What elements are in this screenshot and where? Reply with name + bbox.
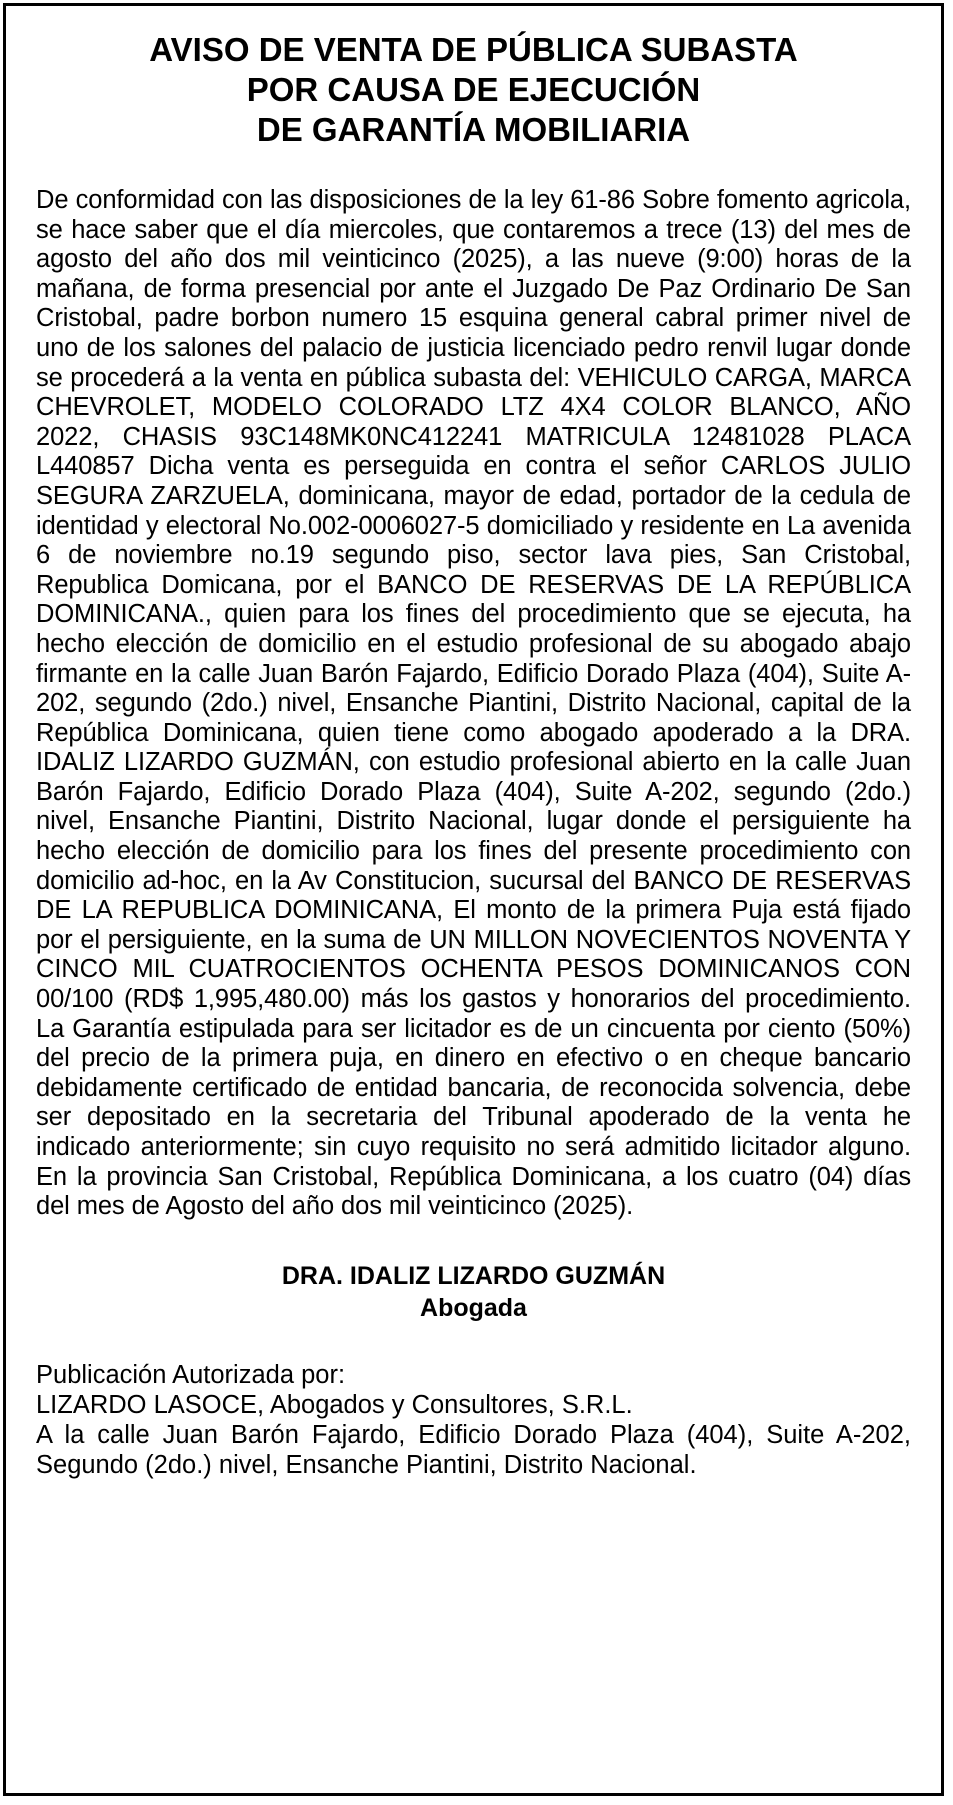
publication-authorization bbox=[36, 1360, 911, 1480]
title-line-1: AVISO DE VENTA DE PÚBLICA SUBASTA bbox=[149, 31, 798, 68]
notice-title bbox=[36, 30, 911, 150]
title-line-2: POR CAUSA DE EJECUCIÓN bbox=[246, 71, 701, 108]
legal-notice bbox=[3, 3, 944, 1796]
signer-name: DRA. IDALIZ LIZARDO GUZMÁN bbox=[281, 1261, 666, 1290]
authorization-label: Publicación Autorizada por: bbox=[36, 1360, 346, 1389]
title-line-3: DE GARANTÍA MOBILIARIA bbox=[256, 111, 691, 148]
signature-block bbox=[36, 1260, 911, 1324]
authorizing-firm: LIZARDO LASOCE, Abogados y Consultores, S.R.L. bbox=[36, 1390, 633, 1419]
firm-address: A la calle Juan Barón Fajardo, Edificio Dorado Plaza (404), Suite A-202, Segundo (2do.) nivel, Ensanche Piantini, Distrito Nacional. bbox=[36, 1420, 911, 1479]
signer-role: Abogada bbox=[420, 1293, 527, 1322]
notice-body: De conformidad con las disposiciones de la ley 61-86 Sobre fomento agricola, se hace saber que el día miercoles, que contaremos a trece (13) del mes de agosto del año dos mil veinticinco (2025), a las nueve (9:00) horas de la mañana, de forma presencial por ante el Juzgado De Paz Ordinario De San Cristobal, padre borbon numero 15 esquina general cabral primer nivel de uno de los salones del palacio de justicia licenciado pedro renvil lugar donde se procederá a la venta en pública subasta del: VEHICULO CARGA, MARCA CHEVROLET, MODELO COLORADO LTZ 4X4 COLOR BLANCO, AÑO 2022, CHASIS 93C148MK0NC412241 MATRICULA 12481028 PLACA L440857 Dicha venta es perseguida en contra el señor CARLOS JULIO SEGURA ZARZUELA, dominicana, mayor de edad, portador de la cedula de identidad y electoral No.002-0006027-5 domiciliado y residente en La avenida 6 de noviembre no.19 segundo piso, sector lava pies, San Cristobal, Republica Domicana, por el BANCO DE RESERVAS DE LA REPÚBLICA DOMINICANA., quien para los fines del procedimiento que se ejecuta, ha hecho elección de domicilio en el estudio profesional de su abogado abajo firmante en la calle Juan Barón Fajardo, Edificio Dorado Plaza (404), Suite A-202, segundo (2do.) nivel, Ensanche Piantini, Distrito Nacional, capital de la República Dominicana, quien tiene como abogado apoderado a la DRA. IDALIZ LIZARDO GUZMÁN, con estudio profesional abierto en la calle Juan Barón Fajardo, Edificio Dorado Plaza (404), Suite A-202, segundo (2do.) nivel, Ensanche Piantini, Distrito Nacional, lugar donde el persiguiente ha hecho elección de domicilio para los fines del presente procedimiento con domicilio ad-hoc, en la Av Constitucion, sucursal del BANCO DE RESERVAS DE LA REPUBLICA DOMINICANA, El monto de la primera Puja está fijado por el persiguiente, en la suma de UN MILLON NOVECIENTOS NOVENTA Y CINCO MIL CUATROCIENTOS OCHENTA PESOS DOMINICANOS CON 00/100 (RD$ 1,995,480.00) más los gastos y honorarios del procedimiento. La Garantía estipulada para ser licitador es de un cincuenta por ciento (50%) del precio de la primera puja, en dinero en efectivo o en cheque bancario debidamente certificado de entidad bancaria, de reconocida solvencia, debe ser depositado en la secretaria del Tribunal apoderado de la venta he indicado anteriormente; sin cuyo requisito no será admitido licitador alguno. En la provincia San Cristobal, República Dominicana, a los cuatro (04) días del mes de Agosto del año dos mil veinticinco (2025). bbox=[36, 186, 911, 1221]
